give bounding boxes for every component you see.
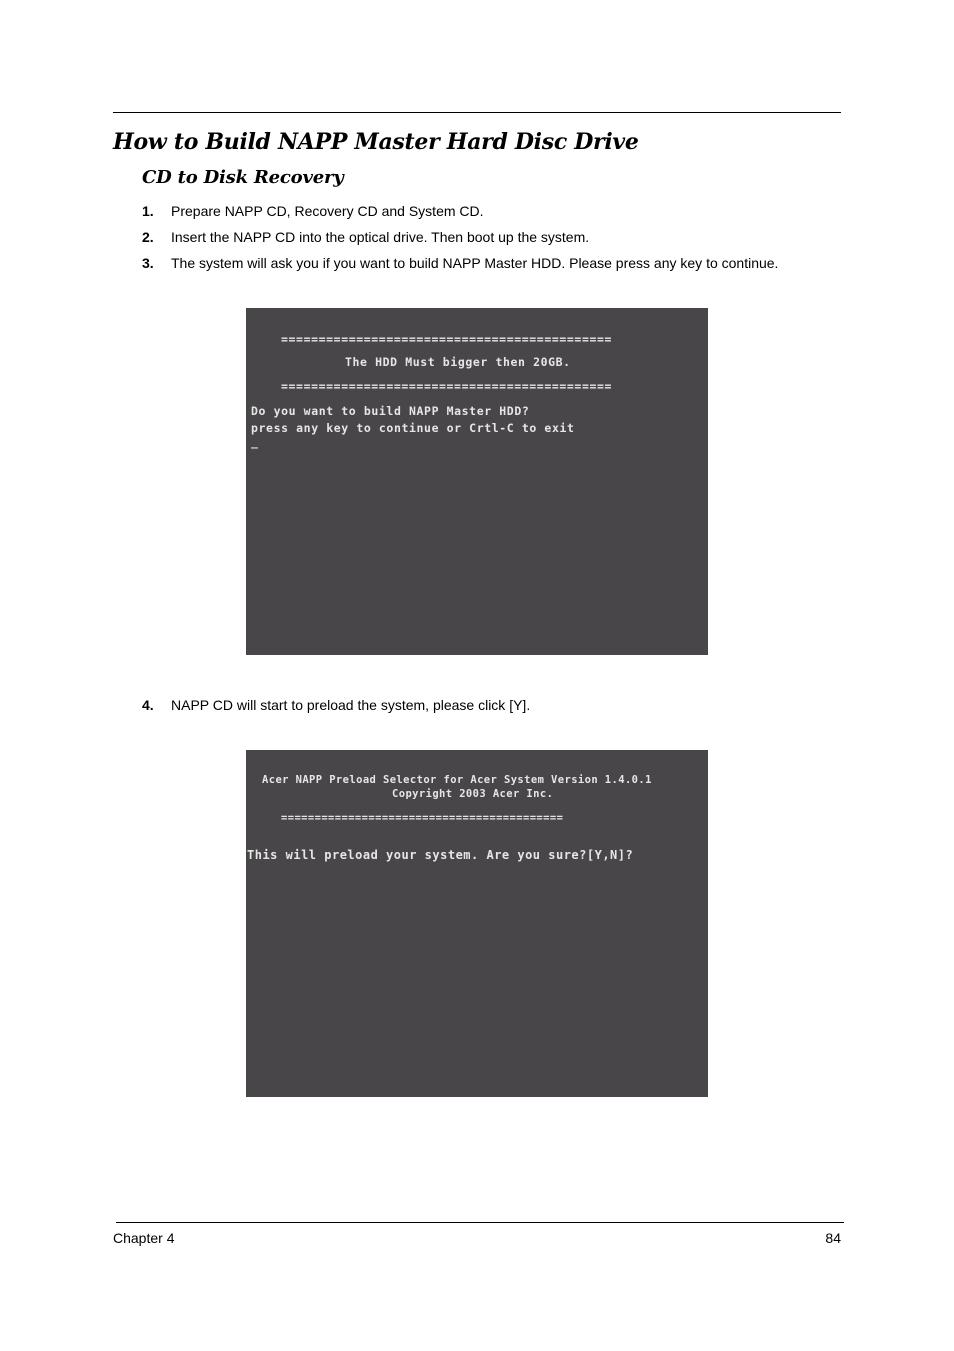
step-item-2 <box>142 229 589 245</box>
step-number: 4. <box>142 697 154 713</box>
page-title: How to Build NAPP Master Hard Disc Drive <box>113 129 639 155</box>
console-line: press any key to continue or Crtl-C to exit <box>251 421 575 435</box>
console-screenshot-preload-selector <box>246 750 708 1097</box>
step-number: 1. <box>142 203 154 219</box>
console-separator: ========================================== <box>281 812 564 824</box>
console-prompt: This will preload your system. Are you sure?[Y,N]? <box>247 848 634 862</box>
section-title: CD to Disk Recovery <box>142 167 344 188</box>
step-text: Insert the NAPP CD into the optical drive. Then boot up the system. <box>171 229 590 245</box>
header-rule <box>113 112 841 113</box>
step-item-1 <box>142 203 484 219</box>
console-separator: ============================================ <box>281 379 613 393</box>
console-separator: ============================================ <box>281 332 613 346</box>
console-cursor: _ <box>251 435 259 449</box>
step-number: 3. <box>142 255 154 271</box>
step-item-3 <box>142 255 778 271</box>
step-item-4 <box>142 697 530 713</box>
step-text: Prepare NAPP CD, Recovery CD and System CD. <box>171 203 484 219</box>
console-screenshot-hdd-check <box>246 308 708 655</box>
console-line: Copyright 2003 Acer Inc. <box>392 788 554 800</box>
footer-page-number: 84 <box>825 1230 841 1246</box>
step-number: 2. <box>142 229 154 245</box>
console-line: The HDD Must bigger then 20GB. <box>345 355 571 369</box>
console-line: Do you want to build NAPP Master HDD? <box>251 404 530 418</box>
footer-chapter: Chapter 4 <box>113 1230 175 1246</box>
step-text: The system will ask you if you want to build NAPP Master HDD. Please press any key to continue. <box>171 255 779 271</box>
console-line: Acer NAPP Preload Selector for Acer System Version 1.4.0.1 <box>262 774 652 786</box>
footer-rule <box>116 1222 844 1223</box>
step-text: NAPP CD will start to preload the system, please click [Y]. <box>171 697 531 713</box>
